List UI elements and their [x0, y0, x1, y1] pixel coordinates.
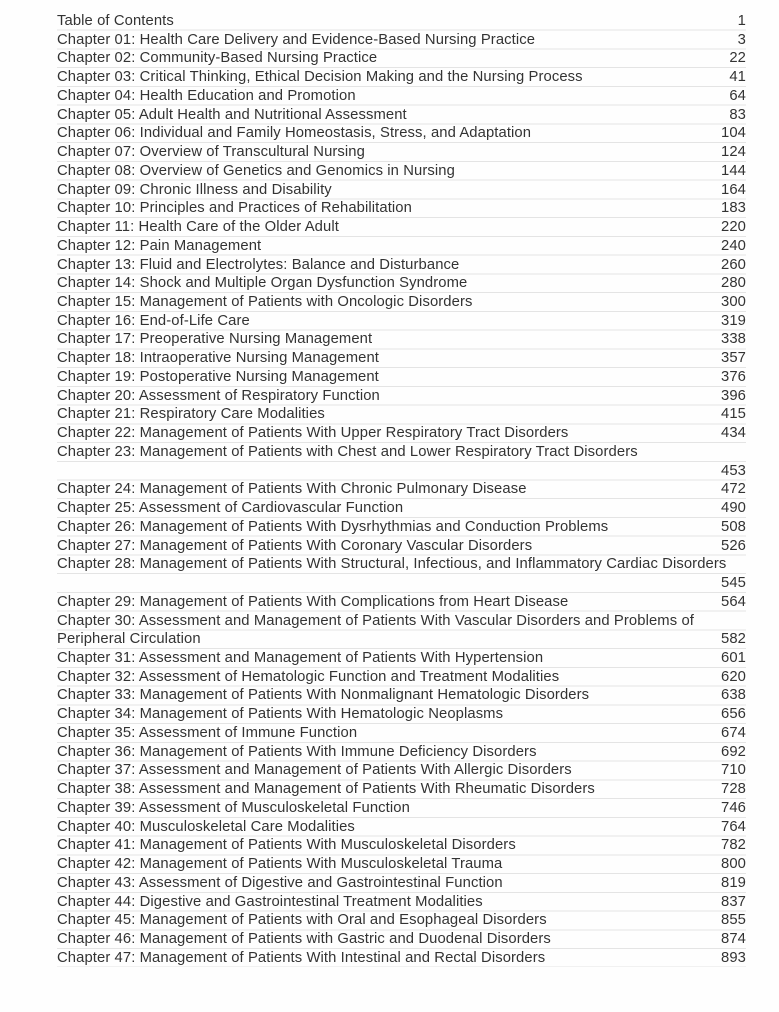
toc-entry-title: Chapter 47: Management of Patients With Intestinal and Rectal Disorders [57, 949, 546, 966]
toc-entry-page-number: 545 [721, 575, 746, 592]
toc-entry [57, 799, 746, 818]
toc-entry [57, 761, 746, 780]
toc-entry-page-number: 83 [729, 106, 746, 123]
toc-entry-title: Chapter 07: Overview of Transcultural Nursing [57, 144, 365, 161]
toc-entry [57, 499, 746, 518]
toc-entry-page-number: 526 [721, 537, 746, 554]
toc-entry-page-number: 434 [721, 425, 746, 442]
toc-entry-page-number: 782 [721, 837, 746, 854]
toc-header-row [57, 12, 746, 31]
toc-entry-page-number: 819 [721, 874, 746, 891]
toc-entry [57, 818, 746, 837]
toc-entry [57, 293, 746, 312]
toc-entry [57, 649, 746, 668]
toc-entry [57, 124, 746, 143]
toc-entry [57, 537, 746, 556]
toc-entry-title: Chapter 12: Pain Management [57, 237, 262, 254]
toc-entry-page-number: 260 [721, 256, 746, 273]
toc-entry-page-number: 104 [721, 125, 746, 142]
toc-entry-page-number: 22 [729, 50, 746, 67]
toc-entry-page-number: 674 [721, 724, 746, 741]
toc-entry-title: Chapter 40: Musculoskeletal Care Modalities [57, 818, 355, 835]
toc-entry-page-number: 183 [721, 200, 746, 217]
toc-entry-title: Chapter 03: Critical Thinking, Ethical Decision Making and the Nursing Process [57, 69, 583, 86]
toc-entry-title: Chapter 33: Management of Patients With Nonmalignant Hematologic Disorders [57, 687, 590, 704]
toc-entry [57, 855, 746, 874]
toc-entry [57, 874, 746, 893]
toc-entry-title: Chapter 38: Assessment and Management of Patients With Rheumatic Disorders [57, 781, 595, 798]
toc-entry-title: Chapter 15: Management of Patients with Oncologic Disorders [57, 294, 473, 311]
toc-entry [57, 424, 746, 443]
toc-entry [57, 949, 746, 968]
toc-entry-page-number: 453 [721, 462, 746, 479]
toc-entry [57, 106, 746, 125]
toc-entry-page-number: 220 [721, 219, 746, 236]
toc-entry-title: Chapter 28: Management of Patients With Structural, Infectious, and Inflammatory Cardiac Disorders [57, 556, 727, 573]
toc-entry-title: Chapter 29: Management of Patients With Complications from Heart Disease [57, 593, 569, 610]
toc-entry-title: Chapter 45: Management of Patients with Oral and Esophageal Disorders [57, 912, 547, 929]
toc-entry-title: Chapter 11: Health Care of the Older Adult [57, 219, 339, 236]
toc-entry-page-number: 874 [721, 930, 746, 947]
toc-entry [57, 368, 746, 387]
toc-entry [57, 312, 746, 331]
toc-entry [57, 387, 746, 406]
toc-entry [57, 443, 746, 480]
toc-entry-title: Chapter 05: Adult Health and Nutritional Assessment [57, 106, 407, 123]
toc-entry [57, 518, 746, 537]
toc-entry [57, 780, 746, 799]
toc-entry [57, 237, 746, 256]
toc-entry-title: Chapter 21: Respiratory Care Modalities [57, 406, 325, 423]
toc-entry [57, 162, 746, 181]
toc-entry-page-number: 656 [721, 706, 746, 723]
toc-entry [57, 49, 746, 68]
toc-entry [57, 405, 746, 424]
toc-entry-title: Chapter 08: Overview of Genetics and Genomics in Nursing [57, 162, 455, 179]
toc-entry-title: Chapter 01: Health Care Delivery and Evidence-Based Nursing Practice [57, 31, 536, 48]
toc-entry [57, 480, 746, 499]
toc-entry-title: Chapter 37: Assessment and Management of Patients With Allergic Disorders [57, 762, 572, 779]
toc-entry [57, 330, 746, 349]
toc-entry-page-number: 240 [721, 237, 746, 254]
toc-entry-title: Chapter 35: Assessment of Immune Function [57, 724, 358, 741]
toc-entry [57, 930, 746, 949]
toc-entry [57, 349, 746, 368]
toc-entry [57, 893, 746, 912]
toc-entry-title: Chapter 17: Preoperative Nursing Management [57, 331, 373, 348]
toc-entry [57, 31, 746, 50]
toc-entry-page-number: 280 [721, 275, 746, 292]
toc-entry-page-number: 508 [721, 518, 746, 535]
toc-entry-title: Chapter 42: Management of Patients With Musculoskeletal Trauma [57, 856, 503, 873]
toc-entry [57, 199, 746, 218]
toc-entry-page-number: 41 [729, 69, 746, 86]
toc-entry-page-number: 800 [721, 856, 746, 873]
toc-entry-title: Chapter 41: Management of Patients With Musculoskeletal Disorders [57, 837, 516, 854]
toc-entry-page-number: 357 [721, 350, 746, 367]
toc-entry [57, 555, 746, 592]
toc-entry-title: Chapter 02: Community-Based Nursing Practice [57, 50, 378, 67]
toc-entry-page-number: 893 [721, 949, 746, 966]
toc-entry-page-number: 164 [721, 181, 746, 198]
toc-entry [57, 218, 746, 237]
toc-entry [57, 143, 746, 162]
toc-entry-title: Chapter 44: Digestive and Gastrointestinal Treatment Modalities [57, 893, 483, 910]
toc-entry-title: Chapter 30: Assessment and Management of Patients With Vascular Disorders and Problems of Peripheral Circulation [57, 612, 694, 648]
toc-entry-title: Chapter 25: Assessment of Cardiovascular Function [57, 500, 404, 517]
toc-entry [57, 836, 746, 855]
toc-entry-title: Chapter 39: Assessment of Musculoskeletal Function [57, 799, 410, 816]
toc-entry-page-number: 472 [721, 481, 746, 498]
toc-entry-page-number: 144 [721, 162, 746, 179]
toc-entry-title: Chapter 13: Fluid and Electrolytes: Balance and Disturbance [57, 256, 460, 273]
toc-entry [57, 612, 746, 649]
toc-entry-page-number: 728 [721, 781, 746, 798]
table-of-contents [57, 12, 746, 967]
toc-entry-title: Chapter 36: Management of Patients With Immune Deficiency Disorders [57, 743, 537, 760]
toc-entry-page-number: 837 [721, 893, 746, 910]
toc-entry-title: Chapter 43: Assessment of Digestive and Gastrointestinal Function [57, 874, 503, 891]
toc-entry-page-number: 415 [721, 406, 746, 423]
toc-entry-page-number: 319 [721, 312, 746, 329]
toc-entry-title: Chapter 09: Chronic Illness and Disability [57, 181, 332, 198]
toc-entry-page-number: 855 [721, 912, 746, 929]
toc-entry-page-number: 376 [721, 368, 746, 385]
toc-header-page-number: 1 [737, 13, 746, 29]
toc-entry-title: Chapter 06: Individual and Family Homeostasis, Stress, and Adaptation [57, 125, 532, 142]
toc-entry-page-number: 692 [721, 743, 746, 760]
toc-entry [57, 705, 746, 724]
toc-entry-page-number: 564 [721, 593, 746, 610]
toc-entry-title: Chapter 27: Management of Patients With Coronary Vascular Disorders [57, 537, 533, 554]
toc-entry [57, 181, 746, 200]
toc-entry-title: Chapter 34: Management of Patients With Hematologic Neoplasms [57, 706, 504, 723]
toc-entry-title: Chapter 26: Management of Patients With Dysrhythmias and Conduction Problems [57, 518, 609, 535]
toc-entry-title: Chapter 24: Management of Patients With Chronic Pulmonary Disease [57, 481, 527, 498]
toc-entry-title: Chapter 32: Assessment of Hematologic Function and Treatment Modalities [57, 668, 560, 685]
toc-entry-page-number: 338 [721, 331, 746, 348]
toc-entry-page-number: 64 [729, 87, 746, 104]
toc-entry-page-number: 490 [721, 500, 746, 517]
page-title: Table of Contents [57, 13, 174, 29]
toc-entry-page-number: 746 [721, 799, 746, 816]
toc-entry-title: Chapter 04: Health Education and Promotion [57, 87, 356, 104]
toc-entry [57, 256, 746, 275]
toc-entry-title: Chapter 14: Shock and Multiple Organ Dysfunction Syndrome [57, 275, 468, 292]
toc-entry-title: Chapter 19: Postoperative Nursing Management [57, 368, 379, 385]
toc-entry-page-number: 601 [721, 649, 746, 666]
toc-entry-title: Chapter 22: Management of Patients With Upper Respiratory Tract Disorders [57, 425, 569, 442]
toc-entry-page-number: 710 [721, 762, 746, 779]
toc-entry-title: Chapter 10: Principles and Practices of Rehabilitation [57, 200, 412, 217]
toc-entry-title: Chapter 31: Assessment and Management of Patients With Hypertension [57, 649, 544, 666]
toc-entry [57, 686, 746, 705]
toc-entry [57, 274, 746, 293]
toc-entry-page-number: 124 [721, 144, 746, 161]
toc-entry-title: Chapter 18: Intraoperative Nursing Management [57, 350, 379, 367]
toc-entry [57, 668, 746, 687]
toc-entry [57, 911, 746, 930]
toc-entry-title: Chapter 20: Assessment of Respiratory Function [57, 387, 380, 404]
toc-entry [57, 743, 746, 762]
toc-entry-page-number: 3 [737, 31, 746, 48]
toc-entry-page-number: 300 [721, 294, 746, 311]
toc-entry-page-number: 638 [721, 687, 746, 704]
toc-entry [57, 68, 746, 87]
toc-entry-page-number: 396 [721, 387, 746, 404]
toc-entry [57, 724, 746, 743]
toc-entry [57, 593, 746, 612]
toc-entry-page-number: 582 [721, 631, 746, 648]
toc-entry-page-number: 620 [721, 668, 746, 685]
toc-entry-title: Chapter 23: Management of Patients with Chest and Lower Respiratory Tract Disorders [57, 443, 638, 460]
toc-entry-title: Chapter 46: Management of Patients with Gastric and Duodenal Disorders [57, 930, 551, 947]
toc-entry-page-number: 764 [721, 818, 746, 835]
toc-entry-title: Chapter 16: End-of-Life Care [57, 312, 250, 329]
toc-entry [57, 87, 746, 106]
